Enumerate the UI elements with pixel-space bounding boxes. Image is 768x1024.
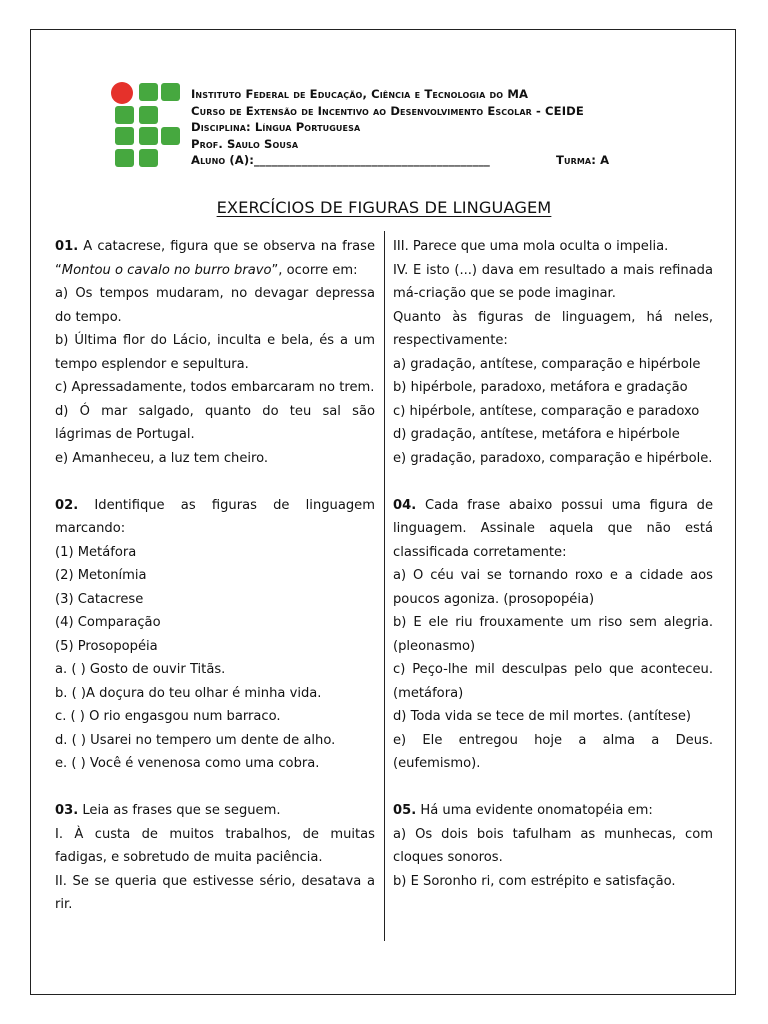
question-2: 02. Identifique as figuras de linguagem marcando: (55, 497, 375, 536)
course-name: Curso de Extensão de Incentivo ao Desenvolvimento Escolar - CEIDE (191, 103, 584, 118)
option: b. ( )A doçura do teu olhar é minha vida. (55, 685, 322, 701)
option: e) Amanheceu, a luz tem cheiro. (55, 450, 269, 466)
option: e. ( ) Você é venenosa como uma cobra. (55, 756, 320, 771)
option: c. ( ) O rio engasgou num barraco. (55, 709, 281, 724)
option: c) Peço-lhe mil desculpas pelo que aconteceu. (metáfora) (393, 662, 713, 701)
header-block (191, 86, 651, 169)
option: a. ( ) Gosto de ouvir Titãs. (55, 662, 226, 677)
student-line (191, 152, 651, 169)
figure-item: (3) Catacrese (55, 591, 144, 607)
sentence: I. À custa de muitos trabalhos, de muitas fadigas, e sobretudo de muita paciência. (55, 826, 375, 865)
option: a) Os tempos mudaram, no devagar depressa do tempo. (55, 286, 375, 325)
figure-item: (5) Prosopopéia (55, 638, 158, 654)
question-number: 03. (55, 803, 79, 818)
question-text: Quanto às figuras de linguagem, há neles, respectivamente: (393, 309, 713, 348)
option: b) E Soronho ri, com estrépito e satisfação. (393, 873, 676, 889)
option: d) Ó mar salgado, quanto do teu sal são lágrimas de Portugal. (55, 403, 375, 442)
option: e) Ele entregou hoje a alma a Deus. (eufemismo). (393, 732, 713, 771)
option: b) hipérbole, paradoxo, metáfora e gradação (393, 380, 688, 395)
option: a) O céu vai se tornando roxo e a cidade aos poucos agoniza. (prosopopéia) (393, 568, 713, 607)
figure-item: (4) Comparação (55, 615, 161, 630)
class-label: Turma: A (556, 153, 610, 167)
sentence: III. Parece que uma mola oculta o impelia. (393, 239, 669, 254)
question-1: 01. A catacrese, figura que se observa na frase “Montou o cavalo no burro bravo”, ocorre em: (55, 239, 375, 278)
option: a) Os dois bois tafulham as munhecas, com cloques sonoros. (393, 826, 713, 865)
left-column (55, 235, 375, 917)
professor: Prof. Saulo Sousa (191, 136, 299, 151)
quote: Montou o cavalo no burro bravo (61, 262, 272, 278)
question-4: 04. Cada frase abaixo possui uma figura de linguagem. Assinale aquela que não está classificada corretamente: (393, 497, 713, 560)
student-field: Aluno (A):________________________________________ (191, 153, 490, 167)
institution-logo (110, 82, 182, 168)
logo-red-circle (111, 82, 133, 104)
question-number: 01. (55, 239, 79, 254)
sentence: IV. E isto (...) dava em resultado a mais refinada má-criação que se pode imaginar. (393, 262, 713, 301)
option: d) Toda vida se tece de mil mortes. (antítese) (393, 709, 691, 724)
institution-name: Instituto Federal de Educação, Ciência e Tecnologia do MA (191, 87, 529, 101)
option: d. ( ) Usarei no tempero um dente de alho. (55, 732, 336, 748)
option: b) Última flor do Lácio, inculta e bela, és a um tempo esplendor e sepultura. (55, 333, 375, 372)
question-number: 04. (393, 497, 417, 513)
option: c) hipérbole, antítese, comparação e paradoxo (393, 403, 700, 419)
page-title: EXERCÍCIOS DE FIGURAS DE LINGUAGEM (216, 198, 552, 217)
option: c) Apressadamente, todos embarcaram no trem. (55, 380, 375, 395)
question-number: 02. (55, 497, 79, 513)
discipline: Disciplina: Língua Portuguesa (191, 120, 361, 134)
option: b) E ele riu frouxamente um riso sem alegria. (pleonasmo) (393, 615, 713, 654)
figure-item: (2) Metonímia (55, 568, 147, 583)
option: d) gradação, antítese, metáfora e hipérbole (393, 427, 680, 442)
figure-item: (1) Metáfora (55, 544, 137, 560)
option: a) gradação, antítese, comparação e hipérbole (393, 356, 701, 372)
question-number: 05. (393, 803, 417, 818)
sentence: II. Se se queria que estivesse sério, desatava a rir. (55, 873, 375, 912)
question-5: 05. Há uma evidente onomatopéia em: (393, 803, 653, 818)
option: e) gradação, paradoxo, comparação e hipérbole. (393, 450, 713, 466)
column-divider (384, 231, 385, 941)
right-column (393, 235, 713, 893)
question-3: 03. Leia as frases que se seguem. (55, 803, 281, 818)
